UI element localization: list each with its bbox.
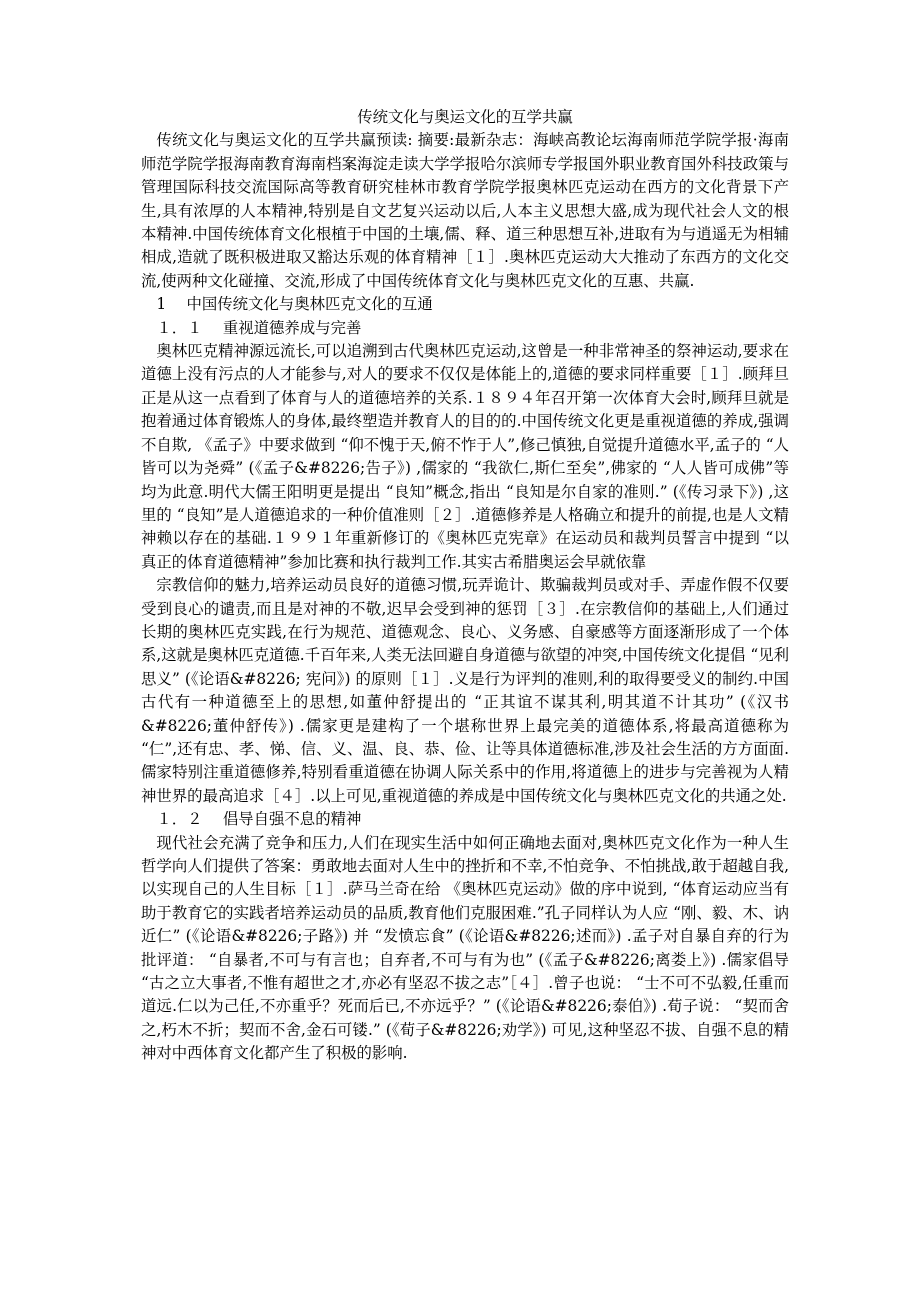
section-1-1-heading: １．１ 重视道德养成与完善 [156, 318, 362, 337]
section-1-1-paragraph-2: 宗教信仰的魅力,培养运动员良好的道德习惯,玩弄诡计、欺骗裁判员或对手、弄虚作假不仅要受到良心的谴责,而且是对神的不敬,迟早会受到神的惩罚［３］.在宗教信仰的基础上,人们通过长期的奥林匹克实践,在行为规范、道德观念、良心、义务感、自豪感等方面逐渐形成了一个体系,这就是奥林匹克道德.千百年来,人类无法回避自身道德与欲望的冲突,中国传统文化提倡 “见利思义” (《论语&#8226; 宪问》) 的原则［１］.义是行为评判的准则,利的取得要受义的制约.中国古代有一种道德至上的思想,如董仲舒提出的 “正其谊不谋其利,明其道不计其功” (《汉书&#8226;董仲舒传》) .儒家更是建构了一个堪称世界上最完美的道德体系,将最高道德称为 “仁”,还有忠、孝、悌、信、义、温、良、恭、俭、让等具体道德标准,涉及社会生活的方方面面.儒家特别注重道德修养,特别看重道德在协调人际关系中的作用,将道德上的进步与完善视为人精神世界的最高追求［４］.以上可见,重视道德的养成是中国传统文化与奥林匹克文化的共通之处. [141, 576, 789, 805]
document-title: 传统文化与奥运文化的互学共赢 [357, 108, 573, 126]
intro-paragraph: 传统文化与奥运文化的互学共赢预读: 摘要:最新杂志：海峡高教论坛海南师范学院学报·海南师范学院学报海南教育海南档案海淀走读大学学报哈尔滨师专学报国外职业教育国外科技政策与管理国际科技交流国际高等教育研究桂林市教育学院学报奥林匹克运动在西方的文化背景下产生,具有浓厚的人本精神,特别是自文艺复兴运动以后,人本主义思想大盛,成为现代社会人文的根本精神.中国传统体育文化根植于中国的土壤,儒、释、道三种思想互补,进取有为与逍遥无为相辅相成,造就了既积极进取又豁达乐观的体育精神［１］.奥林匹克运动大大推动了东西方的文化交流,使两种文化碰撞、交流,形成了中国传统体育文化与奥林匹克文化的互惠、共赢. [141, 131, 789, 290]
document-page [141, 106, 789, 1066]
section-1-1-paragraph-1: 奥林匹克精神源远流长,可以追溯到古代奥林匹克运动,这曾是一种非常神圣的祭神运动,要求在道德上没有污点的人才能参与,对人的要求不仅仅是体能上的,道德的要求同样重要［１］.顾拜旦正是从这一点看到了体育与人的道德培养的关系.１８９４年召开第一次体育大会时,顾拜旦就是抱着通过体育锻炼人的身体,最终塑造并教育人的目的的.中国传统文化更是重视道德的养成,强调不自欺, 《孟子》中要求做到 “仰不愧于天,俯不怍于人”,修己慎独,自觉提升道德水平,孟子的 “人皆可以为尧舜” (《孟子&#8226;告子》) ,儒家的 “我欲仁,斯仁至矣”,佛家的 “人人皆可成佛”等均为此意.明代大儒王阳明更是提出 “良知”概念,指出 “良知是尔自家的准则.” (《传习录下》) ,这里的 “良知”是人道德追求的一种价值准则［２］.道德修养是人格确立和提升的前提,也是人文精神赖以存在的基础.１９９１年重新修订的《奥林匹克宪章》在运动员和裁判员誓言中提到 “以真正的体育道德精神”参加比赛和执行裁判工作.其实古希腊奥运会早就依靠 [141, 342, 789, 571]
section-1-2-heading: １．２ 倡导自强不息的精神 [156, 810, 362, 829]
section-1-heading: 1 中国传统文化与奥林匹克文化的互通 [156, 295, 433, 314]
section-1-2-paragraph: 现代社会充满了竞争和压力,人们在现实生活中如何正确地去面对,奥林匹克文化作为一种人生哲学向人们提供了答案：勇敢地去面对人生中的挫折和不幸,不怕竞争、不怕挑战,敢于超越自我,以实现自己的人生目标［１］.萨马兰奇在给 《奥林匹克运动》做的序中说到, “体育运动应当有助于教育它的实践者培养运动员的品质,教育他们克服困难.”孔子同样认为人应 “刚、毅、木、讷近仁” (《论语&#8226;子路》) 并 “发愤忘食” (《论语&#8226;述而》) .孟子对自暴自弃的行为批评道： “自暴者,不可与有言也；自弃者,不可与有为也” (《孟子&#8226;离娄上》) .儒家倡导 “古之立大事者,不惟有超世之才,亦必有坚忍不拔之志”［４］.曾子也说： “士不可不弘毅,任重而道远.仁以为己任,不亦重乎？死而后已,不亦远乎？” (《论语&#8226;泰伯》) .荀子说： “契而舍之,朽木不折；契而不舍,金石可镂.” (《荀子&#8226;劝学》) 可见,这种坚忍不拔、自强不息的精神对中西体育文化都产生了积极的影响. [141, 833, 789, 1063]
